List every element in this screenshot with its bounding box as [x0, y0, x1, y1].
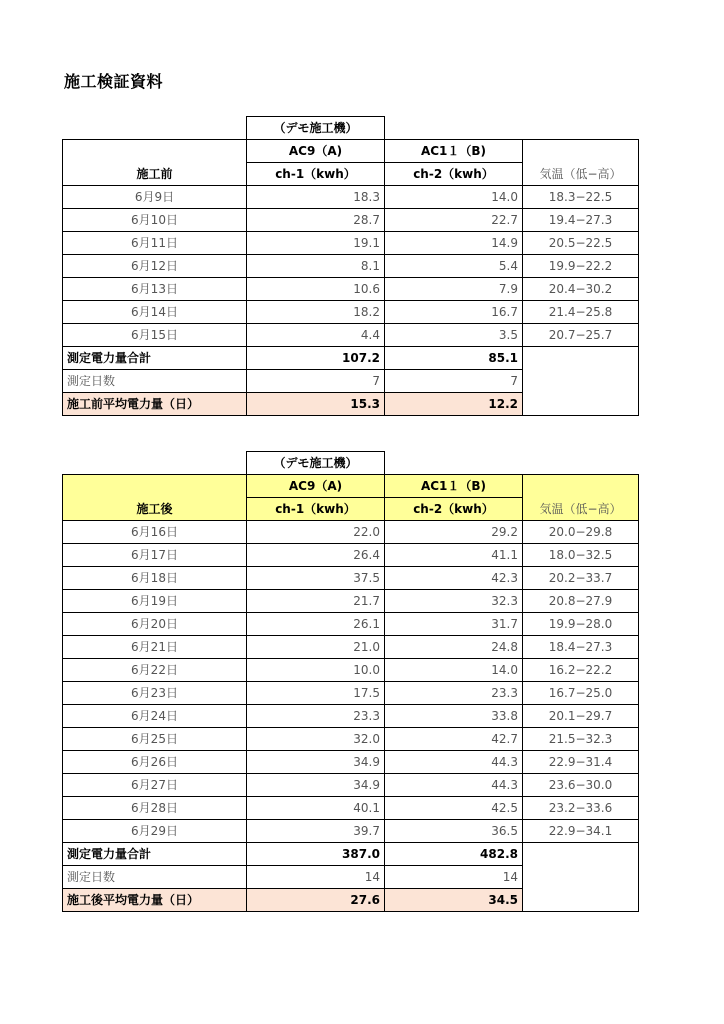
temperature-cell: 20.4−30.2: [523, 278, 639, 301]
ch2-cell: 42.7: [385, 728, 523, 751]
table-row: [63, 705, 639, 728]
ch1-cell: 26.1: [247, 613, 385, 636]
ch2-cell: 29.2: [385, 521, 523, 544]
ch2-cell: 42.5: [385, 797, 523, 820]
date-cell: 6月13日: [63, 278, 247, 301]
temperature-cell: 21.5−32.3: [523, 728, 639, 751]
date-cell: 6月19日: [63, 590, 247, 613]
ch1-cell: 39.7: [247, 820, 385, 843]
average-label: 施工後平均電力量（日）: [63, 889, 247, 912]
days-ch2: 14: [385, 866, 523, 889]
after-data-rows: [63, 521, 639, 843]
temperature-cell: 16.2−22.2: [523, 659, 639, 682]
average-ch2: 12.2: [385, 393, 523, 416]
total-ch1: 107.2: [247, 347, 385, 370]
ch1-cell: 8.1: [247, 255, 385, 278]
temperature-cell: 23.6−30.0: [523, 774, 639, 797]
date-cell: 6月29日: [63, 820, 247, 843]
ch1-cell: 17.5: [247, 682, 385, 705]
average-ch1: 27.6: [247, 889, 385, 912]
table-row: [63, 324, 639, 347]
ch1-cell: 26.4: [247, 544, 385, 567]
days-ch2: 7: [385, 370, 523, 393]
table-row: [63, 521, 639, 544]
ch2-cell: 44.3: [385, 751, 523, 774]
ch2-cell: 14.0: [385, 186, 523, 209]
temperature-cell: 19.9−28.0: [523, 613, 639, 636]
table-row: [63, 682, 639, 705]
ch1-cell: 4.4: [247, 324, 385, 347]
table-row: [63, 774, 639, 797]
ch2-cell: 14.9: [385, 232, 523, 255]
page-title: 施工検証資料: [64, 72, 164, 91]
ch2-header: ch-2（kwh）: [385, 498, 523, 521]
ch1-cell: 28.7: [247, 209, 385, 232]
before-table: [62, 116, 639, 416]
ch1-cell: 40.1: [247, 797, 385, 820]
ch1-cell: 37.5: [247, 567, 385, 590]
ch2-cell: 42.3: [385, 567, 523, 590]
days-label: 測定日数: [63, 370, 247, 393]
ch2-cell: 41.1: [385, 544, 523, 567]
table-row: [63, 751, 639, 774]
table-row: [63, 278, 639, 301]
date-cell: 6月22日: [63, 659, 247, 682]
ch2-cell: 24.8: [385, 636, 523, 659]
col-b-name: AC1１（B): [385, 140, 523, 163]
average-ch1: 15.3: [247, 393, 385, 416]
date-cell: 6月27日: [63, 774, 247, 797]
days-row: [63, 370, 639, 393]
temperature-cell: 23.2−33.6: [523, 797, 639, 820]
date-cell: 6月10日: [63, 209, 247, 232]
temperature-cell: 19.9−22.2: [523, 255, 639, 278]
temperature-cell: 20.2−33.7: [523, 567, 639, 590]
ch1-cell: 18.2: [247, 301, 385, 324]
ch2-cell: 3.5: [385, 324, 523, 347]
ch2-cell: 7.9: [385, 278, 523, 301]
ch1-cell: 10.0: [247, 659, 385, 682]
temperature-cell: 21.4−25.8: [523, 301, 639, 324]
temperature-cell: 16.7−25.0: [523, 682, 639, 705]
date-cell: 6月14日: [63, 301, 247, 324]
date-cell: 6月26日: [63, 751, 247, 774]
date-cell: 6月21日: [63, 636, 247, 659]
temperature-cell: 22.9−31.4: [523, 751, 639, 774]
date-cell: 6月9日: [63, 186, 247, 209]
ch2-cell: 31.7: [385, 613, 523, 636]
table-row: [63, 232, 639, 255]
table-row: [63, 636, 639, 659]
ch2-cell: 22.7: [385, 209, 523, 232]
header-row-top: [63, 475, 639, 498]
ch1-header: ch-1（kwh）: [247, 498, 385, 521]
temperature-cell: 18.0−32.5: [523, 544, 639, 567]
col-a-name: AC9（A): [247, 140, 385, 163]
ch2-cell: 33.8: [385, 705, 523, 728]
date-cell: 6月23日: [63, 682, 247, 705]
ch1-cell: 34.9: [247, 751, 385, 774]
date-cell: 6月28日: [63, 797, 247, 820]
table-row: [63, 544, 639, 567]
ch1-cell: 34.9: [247, 774, 385, 797]
temperature-cell: 20.0−29.8: [523, 521, 639, 544]
ch1-cell: 23.3: [247, 705, 385, 728]
header-row-bottom: [63, 498, 639, 521]
ch1-cell: 19.1: [247, 232, 385, 255]
date-cell: 6月18日: [63, 567, 247, 590]
ch1-cell: 18.3: [247, 186, 385, 209]
days-label: 測定日数: [63, 866, 247, 889]
ch1-cell: 21.0: [247, 636, 385, 659]
ch2-cell: 36.5: [385, 820, 523, 843]
date-cell: 6月20日: [63, 613, 247, 636]
temperature-cell: 20.8−27.9: [523, 590, 639, 613]
average-row: [63, 393, 639, 416]
days-ch1: 14: [247, 866, 385, 889]
ch2-cell: 32.3: [385, 590, 523, 613]
ch2-header: ch-2（kwh）: [385, 163, 523, 186]
total-ch1: 387.0: [247, 843, 385, 866]
section-header-before: 施工前: [63, 163, 247, 186]
total-row: [63, 843, 639, 866]
temperature-cell: 20.5−22.5: [523, 232, 639, 255]
total-ch2: 482.8: [385, 843, 523, 866]
date-cell: 6月15日: [63, 324, 247, 347]
table-row: [63, 186, 639, 209]
table-row: [63, 728, 639, 751]
demo-device-label: （デモ施工機）: [247, 452, 385, 475]
date-cell: 6月11日: [63, 232, 247, 255]
ch1-cell: 32.0: [247, 728, 385, 751]
section-header-after: 施工後: [63, 498, 247, 521]
col-a-name: AC9（A): [247, 475, 385, 498]
col-b-name: AC1１（B): [385, 475, 523, 498]
ch2-cell: 16.7: [385, 301, 523, 324]
device-label-row: [63, 117, 639, 140]
temperature-cell: 18.4−27.3: [523, 636, 639, 659]
demo-device-label: （デモ施工機）: [247, 117, 385, 140]
ch1-cell: 22.0: [247, 521, 385, 544]
after-table: [62, 451, 639, 912]
total-row: [63, 347, 639, 370]
temperature-cell: 20.1−29.7: [523, 705, 639, 728]
table-row: [63, 659, 639, 682]
header-row-bottom: [63, 163, 639, 186]
average-ch2: 34.5: [385, 889, 523, 912]
days-row: [63, 866, 639, 889]
ch1-header: ch-1（kwh）: [247, 163, 385, 186]
date-cell: 6月25日: [63, 728, 247, 751]
table-row: [63, 255, 639, 278]
total-label: 測定電力量合計: [63, 347, 247, 370]
total-label: 測定電力量合計: [63, 843, 247, 866]
date-cell: 6月17日: [63, 544, 247, 567]
date-cell: 6月24日: [63, 705, 247, 728]
date-cell: 6月12日: [63, 255, 247, 278]
table-row: [63, 820, 639, 843]
table-row: [63, 209, 639, 232]
before-data-rows: [63, 186, 639, 347]
days-ch1: 7: [247, 370, 385, 393]
table-row: [63, 590, 639, 613]
ch2-cell: 5.4: [385, 255, 523, 278]
total-ch2: 85.1: [385, 347, 523, 370]
table-row: [63, 301, 639, 324]
average-label: 施工前平均電力量（日）: [63, 393, 247, 416]
ch2-cell: 14.0: [385, 659, 523, 682]
average-row: [63, 889, 639, 912]
header-row-top: [63, 140, 639, 163]
table-row: [63, 567, 639, 590]
temperature-header: 気温（低−高）: [523, 163, 639, 186]
ch1-cell: 21.7: [247, 590, 385, 613]
temperature-cell: 22.9−34.1: [523, 820, 639, 843]
ch1-cell: 10.6: [247, 278, 385, 301]
table-row: [63, 613, 639, 636]
temperature-cell: 19.4−27.3: [523, 209, 639, 232]
date-cell: 6月16日: [63, 521, 247, 544]
table-row: [63, 797, 639, 820]
device-label-row: [63, 452, 639, 475]
ch2-cell: 23.3: [385, 682, 523, 705]
ch2-cell: 44.3: [385, 774, 523, 797]
temperature-header: 気温（低−高）: [523, 498, 639, 521]
temperature-cell: 20.7−25.7: [523, 324, 639, 347]
temperature-cell: 18.3−22.5: [523, 186, 639, 209]
